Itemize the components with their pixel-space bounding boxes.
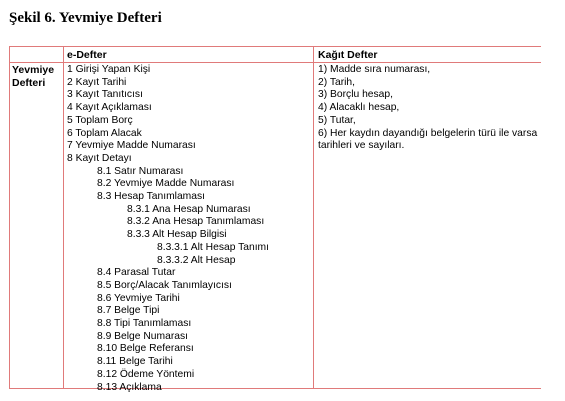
e-defter-item: 6 Toplam Alacak bbox=[67, 127, 142, 139]
header-kagit-defter: Kağıt Defter bbox=[318, 49, 378, 61]
e-defter-item: 8.12 Ödeme Yöntemi bbox=[97, 368, 195, 380]
kagit-defter-item: 2) Tarih, bbox=[318, 76, 356, 88]
e-defter-item: 7 Yevmiye Madde Numarası bbox=[67, 140, 196, 152]
header-e-defter: e-Defter bbox=[67, 49, 107, 61]
row-label-line: Yevmiye bbox=[12, 64, 55, 76]
e-defter-item: 8.8 Tipi Tanımlaması bbox=[97, 318, 192, 330]
e-defter-item: 5 Toplam Borç bbox=[67, 114, 133, 126]
e-defter-item: 8 Kayıt Detayı bbox=[67, 152, 132, 164]
col-divider-3 bbox=[313, 46, 314, 389]
row-label bbox=[12, 64, 54, 89]
e-defter-item: 8.3.3.2 Alt Hesap bbox=[157, 254, 236, 266]
e-defter-item: 8.2 Yevmiye Madde Numarası bbox=[97, 178, 235, 190]
row-label-line: Defteri bbox=[12, 76, 46, 89]
header-bottom-border bbox=[9, 62, 541, 63]
e-defter-item: 3 Kayıt Tanıtıcısı bbox=[67, 89, 143, 101]
kagit-defter-item: 6) Her kaydın dayandığı belgelerin türü ile varsa tarihleri ve sayıları. bbox=[318, 127, 538, 152]
e-defter-item: 1 Girişi Yapan Kişi bbox=[67, 64, 151, 75]
e-defter-item: 8.9 Belge Numarası bbox=[97, 330, 189, 342]
e-defter-item: 8.3 Hesap Tanımlaması bbox=[97, 191, 205, 203]
kagit-defter-item: 3) Borçlu hesap, bbox=[318, 89, 393, 101]
col-divider-2 bbox=[63, 46, 64, 389]
col-divider-1 bbox=[9, 46, 10, 389]
e-defter-item: 8.6 Yevmiye Tarihi bbox=[97, 292, 180, 304]
e-defter-item: 8.7 Belge Tipi bbox=[97, 305, 160, 317]
table-top-border bbox=[9, 46, 541, 47]
e-defter-item: 8.4 Parasal Tutar bbox=[97, 267, 176, 279]
e-defter-item: 8.11 Belge Tarihi bbox=[97, 356, 173, 368]
e-defter-item: 8.3.2 Ana Hesap Tanımlaması bbox=[127, 216, 265, 228]
kagit-defter-item: 1) Madde sıra numarası, bbox=[318, 64, 431, 75]
e-defter-item: 2 Kayıt Tarihi bbox=[67, 76, 127, 88]
e-defter-item: 8.5 Borç/Alacak Tanımlayıcısı bbox=[97, 279, 232, 291]
kagit-defter-item: 5) Tutar, bbox=[318, 114, 356, 126]
kagit-defter-list bbox=[318, 64, 540, 153]
e-defter-item: 8.13 Açıklama bbox=[97, 381, 162, 393]
e-defter-list bbox=[67, 64, 269, 394]
e-defter-item: 4 Kayıt Açıklaması bbox=[67, 102, 152, 114]
e-defter-item: 8.3.3.1 Alt Hesap Tanımı bbox=[157, 241, 269, 253]
e-defter-item: 8.10 Belge Referansı bbox=[97, 343, 194, 355]
e-defter-item: 8.3.3 Alt Hesap Bilgisi bbox=[127, 229, 227, 241]
e-defter-item: 8.1 Satır Numarası bbox=[97, 165, 184, 177]
kagit-defter-item: 4) Alacaklı hesap, bbox=[318, 102, 400, 114]
e-defter-item: 8.3.1 Ana Hesap Numarası bbox=[127, 203, 251, 215]
figure-title: Şekil 6. Yevmiye Defteri bbox=[9, 10, 162, 26]
